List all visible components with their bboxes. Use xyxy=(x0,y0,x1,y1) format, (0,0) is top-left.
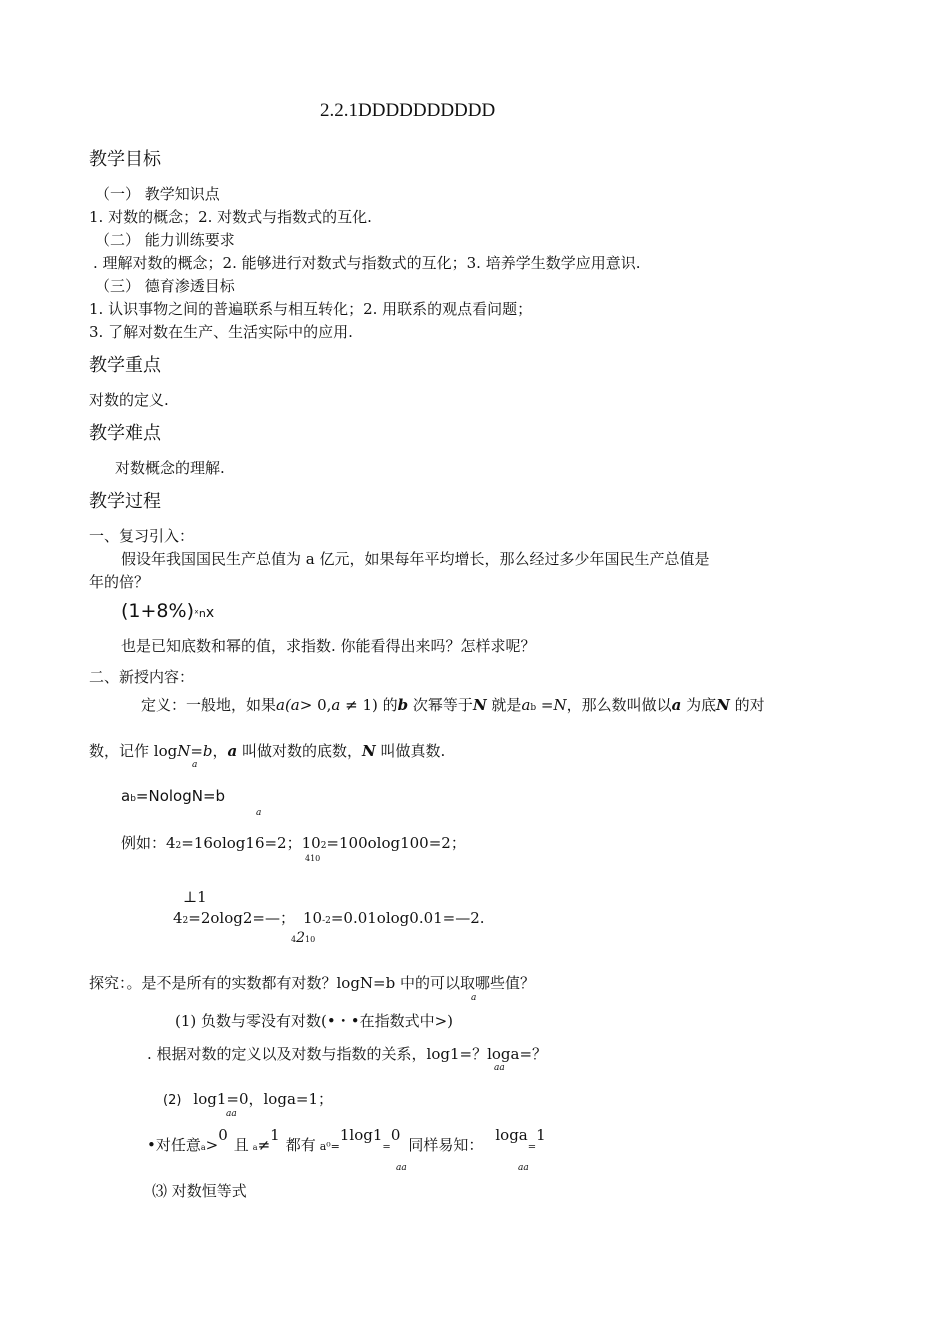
ex2-fraction-top: ⊥1 xyxy=(183,888,207,906)
review-paragraph-3: 也是已知底数和幂的值，求指数. 你能看得出来吗？怎样求呢？ xyxy=(121,637,536,655)
definition-line-2 xyxy=(89,742,445,760)
def-text-4: ，那么数叫做以 xyxy=(566,696,672,714)
point-2-label: (2) xyxy=(163,1093,182,1108)
ex2-part-d: =0.01olog0.01=—2. xyxy=(330,909,485,927)
review-title: 一、复习引入： xyxy=(89,527,195,545)
ex1-log-bases: 410 xyxy=(305,854,321,863)
definition-line-1 xyxy=(141,696,765,717)
def-symbol-a4: a xyxy=(671,696,682,714)
def2-text-1: 数，记作 log xyxy=(89,742,178,760)
any-eq2: = xyxy=(527,1142,537,1153)
any-sym-a2: a xyxy=(252,1143,258,1152)
def2-equation: N=b xyxy=(177,742,213,760)
def-text-1: 定义：一般地，如果 xyxy=(141,696,277,714)
def-equals-n: =N xyxy=(536,696,567,714)
def-gt-zero: > 0, xyxy=(299,696,332,714)
def-symbol-n2: N xyxy=(716,696,730,714)
any-log-bases-2: aa xyxy=(518,1163,529,1173)
def-sub-b: b xyxy=(530,703,537,713)
any-log-bases-1: aa xyxy=(396,1163,407,1173)
def2-comma: ， xyxy=(212,742,228,760)
def2-text-3: 叫做真数. xyxy=(375,742,446,760)
any-a-statement xyxy=(147,1128,546,1165)
def-symbol-b: b xyxy=(397,696,409,714)
ex2-under-a: 4 xyxy=(291,935,297,944)
review-paragraph-1: 假设年我国国民生产总值为 a 亿元，如果每年平均增长，那么经过多少年国民生产总值是 xyxy=(121,550,710,568)
ex1-part-c: =100olog100=2； xyxy=(326,834,466,852)
goals-line1: 1. 对数的概念；2. 对数式与指数式的互化. xyxy=(89,208,372,226)
review-paragraph-2: 年的倍？ xyxy=(89,573,150,591)
def2-text-2: 叫做对数的底数， xyxy=(237,742,363,760)
def2-symbol-a: a xyxy=(227,742,238,760)
any-a-zero: a⁰= xyxy=(319,1140,340,1153)
def-text-3: 就是 xyxy=(486,696,522,714)
def-symbol-a1: a(a xyxy=(276,696,300,714)
new-content-title: 二、新授内容： xyxy=(89,668,195,686)
any-loga: loga xyxy=(495,1126,528,1144)
eq-log-base: a xyxy=(256,808,262,818)
ex1-part-b: =16olog16=2；10 xyxy=(181,834,321,852)
goals-line2: . 理解对数的概念；2. 能够进行对数式与指数式的互化；3. 培养学生数学应用意识. xyxy=(93,254,641,272)
ex1-part-a: 例如：4 xyxy=(121,834,176,852)
any-zero: 0 xyxy=(218,1126,228,1144)
eq-base: a xyxy=(121,787,131,805)
def-symbol-a3: a xyxy=(521,696,531,714)
formula-base: (1+8%) xyxy=(121,600,194,622)
any-neq: ≠ xyxy=(257,1136,271,1154)
explore-question: 探究：。是不是所有的实数都有对数？logN=b 中的可以取哪些值？ xyxy=(89,974,535,992)
any-one: 1 xyxy=(270,1126,280,1144)
ex2-part-a: 4 xyxy=(173,909,183,927)
example-line-2 xyxy=(173,909,485,930)
def-text-6: 的对 xyxy=(729,696,765,714)
any-gt: > xyxy=(205,1136,219,1154)
explore-log-base: a xyxy=(471,993,477,1003)
any-text-1: •对任意 xyxy=(147,1136,201,1154)
key-text: 对数的定义. xyxy=(89,391,169,409)
goals-line3a: 1. 认识事物之间的普遍联系与相互转化；2. 用联系的观点看问题； xyxy=(89,300,533,318)
any-result-zero: 0 xyxy=(390,1126,401,1144)
eq-exponent: b xyxy=(130,794,136,804)
growth-formula xyxy=(121,600,214,625)
ex2-part-c: 10 xyxy=(302,909,323,927)
any-and: 且 xyxy=(233,1136,249,1154)
eq-rest: =NologN=b xyxy=(135,787,226,805)
ex2-under-c: 10 xyxy=(305,935,316,944)
point-1-log-bases: aa xyxy=(494,1063,505,1073)
any-sym-a1: a xyxy=(200,1143,206,1152)
difficulty-text: 对数概念的理解. xyxy=(115,459,225,477)
any-has: 都有 xyxy=(285,1136,316,1154)
point-1: (1) 负数与零没有对数(•・•在指数式中>) xyxy=(175,1012,453,1030)
ex2-log-bases xyxy=(291,931,315,947)
ex1-exp-2: 2 xyxy=(320,841,327,851)
ex2-exp-2: -2 xyxy=(322,916,331,926)
point-1-question: . 根据对数的定义以及对数与指数的关系，log1=？loga=？ xyxy=(147,1045,548,1063)
goals-line3b: 3. 了解对数在生产、生活实际中的应用. xyxy=(89,323,353,341)
def2-log-base: a xyxy=(192,760,198,770)
example-line-1 xyxy=(121,834,466,855)
goals-sub3: （三） 德育渗透目标 xyxy=(95,277,235,295)
ex2-under-b: 2 xyxy=(296,930,306,946)
point-2-text: log1=0，loga=1； xyxy=(193,1090,333,1108)
point-3: ⑶ 对数恒等式 xyxy=(152,1182,247,1200)
any-result-one: 1 xyxy=(536,1126,546,1144)
def2-symbol-n: N xyxy=(362,742,376,760)
ex2-part-b: =2olog2=—； xyxy=(188,909,295,927)
any-eq: = xyxy=(382,1142,391,1153)
def-symbol-n1: N xyxy=(472,696,487,714)
point-2-log-bases: aa xyxy=(226,1109,237,1119)
heading-goals: 教学目标 xyxy=(89,149,161,170)
heading-key: 教学重点 xyxy=(89,355,161,376)
goals-sub1: （一） 教学知识点 xyxy=(95,185,220,203)
page-title: 2.2.1DDDDDDDDDD xyxy=(320,100,496,121)
heading-difficulty: 教学难点 xyxy=(89,423,161,444)
equivalence-formula xyxy=(121,787,225,808)
formula-variable: x xyxy=(205,605,215,621)
any-similarly: 同样易知： xyxy=(408,1136,484,1154)
def-neq-one: ≠ 1) 的 xyxy=(340,696,398,714)
def-text-5: 为底 xyxy=(681,696,717,714)
def-symbol-a2: a xyxy=(331,696,341,714)
heading-process: 教学过程 xyxy=(89,491,161,512)
formula-exponent: ˣn xyxy=(193,607,206,620)
ex1-exp-1: 2 xyxy=(175,841,182,851)
def-text-2: 次幂等于 xyxy=(408,696,473,714)
point-2 xyxy=(163,1090,333,1110)
ex2-exp-1: 2 xyxy=(182,916,189,926)
any-log1: 1log1 xyxy=(339,1126,383,1144)
goals-sub2: （二） 能力训练要求 xyxy=(95,231,235,249)
